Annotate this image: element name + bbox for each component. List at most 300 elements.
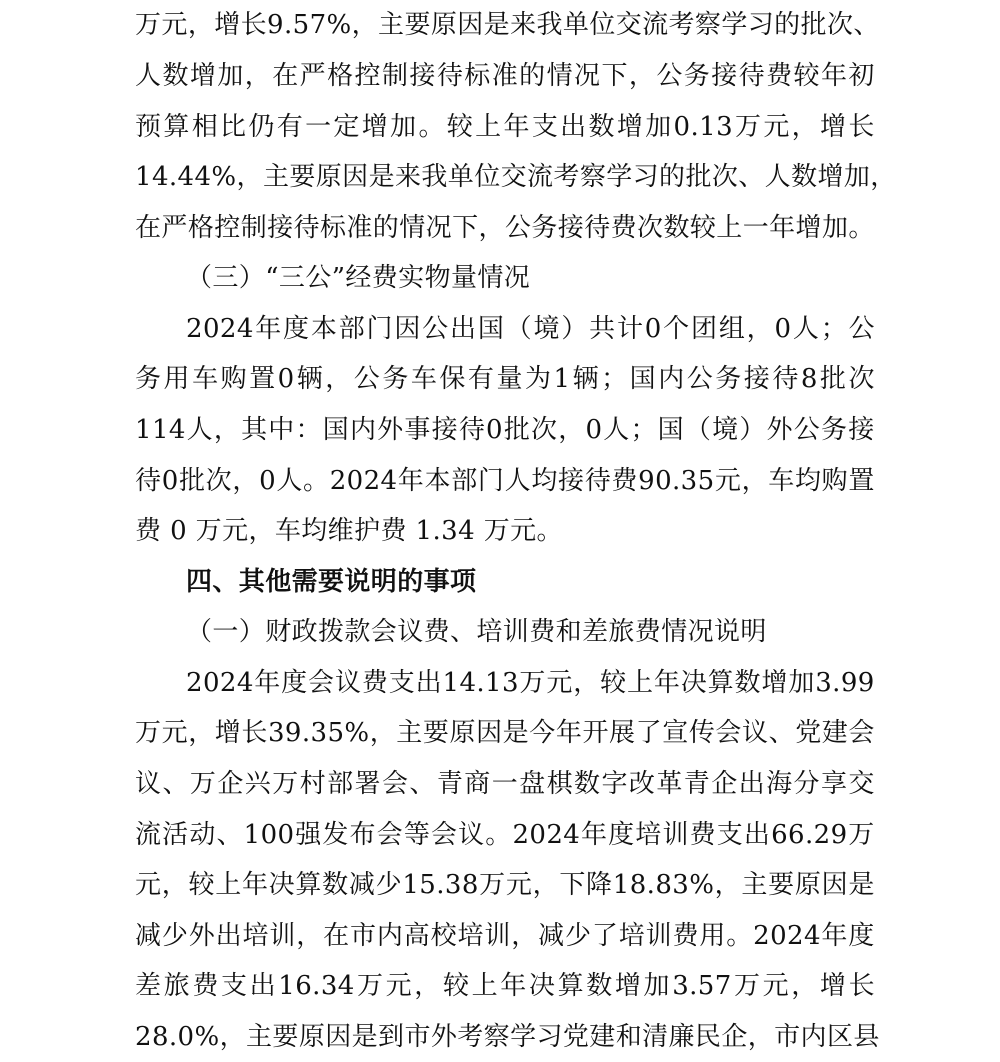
text-glyph: ，: [741, 466, 768, 496]
section-heading: 四、其他需要说明的事项: [186, 567, 477, 597]
text-glyph: 分: [793, 769, 820, 799]
text-glyph: 元: [763, 112, 790, 142]
text-glyph: 团: [691, 314, 718, 344]
text-glyph: 比: [220, 112, 247, 142]
text-glyph: 务: [683, 61, 711, 91]
text-glyph: （: [684, 415, 712, 445]
text-glyph: 。: [303, 466, 330, 496]
text-glyph: 原: [794, 870, 822, 900]
text-glyph: 况: [425, 213, 453, 243]
text-glyph: 0: [585, 415, 603, 445]
text-glyph: 境: [712, 415, 739, 445]
text-glyph: 较: [600, 668, 627, 698]
text-glyph: 外: [766, 415, 793, 445]
text-glyph: 上: [471, 971, 498, 1001]
text-glyph: 内: [658, 364, 685, 394]
text-glyph: 。: [848, 213, 875, 243]
text-glyph: 出: [560, 112, 587, 142]
text-glyph: 39.35%: [267, 718, 370, 748]
paragraph-line: [135, 911, 875, 961]
text-glyph: 减: [538, 921, 565, 951]
text-glyph: 校: [430, 921, 458, 951]
text-glyph: ，: [558, 415, 585, 445]
text-glyph: 年: [500, 971, 527, 1001]
text-glyph: ，: [213, 415, 241, 445]
text-glyph: 我: [421, 162, 448, 192]
text-glyph: 格: [327, 61, 354, 91]
text-glyph: ；: [820, 314, 848, 344]
text-glyph: 人: [276, 466, 303, 496]
text-glyph: 训: [662, 820, 689, 850]
text-glyph: 2024: [186, 314, 254, 344]
text-glyph: 元: [762, 971, 789, 1001]
text-glyph: 90.35: [638, 466, 715, 496]
text-glyph: ，: [244, 61, 272, 91]
text-glyph: 境: [533, 314, 560, 344]
text-glyph: 、: [738, 162, 765, 192]
text-glyph: 上: [475, 112, 502, 142]
text-glyph: 会: [715, 718, 742, 748]
text-glyph: 出: [249, 971, 277, 1001]
text-glyph: 培: [635, 820, 662, 850]
text-glyph: 的: [659, 162, 686, 192]
paragraph-line: [135, 759, 875, 809]
text-glyph: 算: [163, 112, 190, 142]
text-glyph: 加: [643, 971, 670, 1001]
text-glyph: 0.13: [673, 112, 734, 142]
text-glyph: 接: [743, 364, 771, 394]
text-glyph: 年: [255, 314, 282, 344]
text-glyph: 加: [821, 213, 849, 243]
text-glyph: 务: [382, 364, 409, 394]
text-glyph: ，: [628, 61, 656, 91]
text-glyph: ，: [219, 1022, 247, 1052]
text-glyph: 本: [310, 314, 338, 344]
text-glyph: 下: [601, 61, 628, 91]
paragraph-line: [135, 354, 875, 404]
text-glyph: 棋: [546, 769, 573, 799]
text-glyph: 支: [716, 820, 744, 850]
text-glyph: 企: [217, 769, 244, 799]
text-glyph: 算: [707, 668, 735, 698]
text-glyph: 次: [205, 466, 233, 496]
text-glyph: 兴: [244, 769, 272, 799]
paragraph-line: [186, 304, 875, 354]
text-glyph: 察: [694, 10, 722, 40]
text-glyph: 增: [189, 61, 217, 91]
text-glyph: 0: [486, 415, 503, 445]
text-glyph: 个: [663, 314, 690, 344]
text-glyph: 均: [531, 466, 558, 496]
text-glyph: 企: [711, 769, 738, 799]
text-glyph: 发: [322, 820, 349, 850]
text-glyph: 训: [269, 921, 296, 951]
text-glyph: 会: [376, 820, 404, 850]
text-glyph: 会: [308, 668, 335, 698]
text-glyph: 交: [500, 162, 528, 192]
text-glyph: 加: [217, 61, 244, 91]
text-glyph: 次: [711, 162, 739, 192]
text-glyph: 主: [246, 1022, 273, 1052]
text-glyph: 国: [629, 364, 657, 394]
text-glyph: 仍: [248, 112, 275, 142]
text-glyph: 费: [766, 61, 793, 91]
text-glyph: 市: [404, 1022, 431, 1052]
text-glyph: 数: [588, 112, 615, 142]
text-glyph: 的: [372, 213, 400, 243]
text-glyph: 因: [394, 314, 421, 344]
text-glyph: 内: [349, 415, 377, 445]
text-glyph: 数: [734, 668, 761, 698]
paragraph-line: [135, 51, 875, 101]
text-glyph: 预: [135, 112, 162, 142]
text-glyph: ：: [295, 415, 322, 445]
text-glyph: 门: [366, 314, 393, 344]
paragraph-line: [135, 203, 875, 253]
text-glyph: 度: [608, 820, 635, 850]
text-glyph: 增: [361, 112, 389, 142]
text-glyph: 待: [293, 213, 320, 243]
text-glyph: 接: [431, 415, 459, 445]
text-glyph: 国: [322, 415, 350, 445]
text-glyph: 数: [162, 61, 189, 91]
text-glyph: 国: [657, 415, 685, 445]
text-glyph: 待: [436, 61, 464, 91]
text-glyph: 数: [586, 971, 613, 1001]
text-glyph: 接: [557, 213, 585, 243]
text-glyph: 严: [299, 61, 327, 91]
text-glyph: 较: [446, 112, 474, 142]
text-glyph: 2024: [753, 921, 821, 951]
text-glyph: 外: [430, 1022, 458, 1052]
text-glyph: 接: [409, 61, 436, 91]
text-glyph: 流: [642, 10, 669, 40]
text-glyph: 次: [531, 415, 558, 445]
text-glyph: 相: [191, 112, 219, 142]
text-glyph: 接: [267, 213, 294, 243]
text-glyph: 人: [504, 466, 532, 496]
text-glyph: 等: [403, 820, 431, 850]
text-glyph: 2024: [329, 466, 398, 496]
text-glyph: 万: [135, 10, 162, 40]
text-glyph: 为: [524, 364, 552, 394]
text-glyph: 。: [726, 921, 753, 951]
text-glyph: 下: [559, 870, 586, 900]
paragraph-line: [186, 658, 875, 708]
text-glyph: 元: [385, 971, 413, 1001]
text-glyph: 0: [161, 466, 179, 496]
text-glyph: 用: [699, 921, 726, 951]
text-glyph: 度: [281, 668, 308, 698]
text-glyph: 2024: [186, 668, 254, 698]
text-glyph: 14.13: [442, 668, 519, 698]
text-glyph: ，: [232, 466, 259, 496]
text-glyph: 保: [439, 364, 466, 394]
text-glyph: 宣: [662, 718, 689, 748]
text-glyph: 年: [653, 668, 681, 698]
text-glyph: 主: [262, 162, 290, 192]
text-glyph: 务: [820, 415, 848, 445]
text-glyph: 决: [528, 971, 556, 1001]
text-glyph: 要: [404, 10, 431, 40]
text-glyph: 会: [430, 820, 458, 850]
text-glyph: 学: [510, 1022, 537, 1052]
text-glyph: 批: [503, 415, 531, 445]
paragraph-line: [135, 860, 875, 910]
text-glyph: ，: [747, 1022, 775, 1052]
text-glyph: 区: [826, 1022, 854, 1052]
text-glyph: 会: [848, 718, 875, 748]
text-glyph: 要: [289, 162, 316, 192]
text-glyph: 部: [451, 466, 478, 496]
text-glyph: 元: [161, 718, 188, 748]
text-glyph: ，: [414, 971, 441, 1001]
text-glyph: 年: [769, 213, 796, 243]
text-glyph: 公: [848, 314, 875, 344]
text-glyph: 主: [741, 870, 768, 900]
text-glyph: 因: [342, 162, 369, 192]
text-glyph: 减: [348, 870, 376, 900]
text-glyph: 流: [527, 162, 554, 192]
text-glyph: 较: [442, 971, 470, 1001]
text-glyph: 28.0%: [135, 1022, 220, 1052]
text-glyph: 字: [601, 769, 628, 799]
text-glyph: 传: [688, 718, 716, 748]
text-glyph: 革: [656, 769, 683, 799]
paragraph-line: [135, 102, 875, 152]
text-glyph: 万: [356, 971, 384, 1001]
text-glyph: 今: [529, 718, 556, 748]
text-glyph: 度: [848, 921, 875, 951]
text-glyph: 批: [178, 466, 206, 496]
text-glyph: 交: [848, 769, 875, 799]
text-glyph: 要: [422, 718, 450, 748]
text-glyph: 到: [378, 1022, 405, 1052]
text-glyph: 务: [531, 213, 558, 243]
text-glyph: 元: [161, 10, 188, 40]
text-glyph: 次: [826, 10, 854, 40]
text-glyph: 改: [628, 769, 656, 799]
text-glyph: 、: [409, 769, 436, 799]
text-glyph: ，: [236, 162, 263, 192]
paragraph-line: [135, 961, 875, 1011]
text-glyph: ，: [478, 213, 505, 243]
paragraph-line: [135, 405, 875, 455]
text-glyph: 考: [668, 10, 695, 40]
text-glyph: 国: [477, 314, 505, 344]
text-glyph: 8: [800, 364, 818, 394]
text-glyph: 接: [558, 466, 585, 496]
text-glyph: 算: [295, 870, 322, 900]
text-glyph: 一: [491, 769, 519, 799]
text-glyph: 是: [483, 10, 511, 40]
text-glyph: 公: [353, 364, 381, 394]
text-glyph: 辆: [296, 364, 324, 394]
text-glyph: 增: [614, 971, 642, 1001]
text-glyph: 一: [742, 213, 770, 243]
text-glyph: 支: [531, 112, 559, 142]
text-glyph: 、: [216, 820, 243, 850]
text-glyph: 位: [589, 10, 616, 40]
text-glyph: ，: [573, 668, 600, 698]
text-glyph: 量: [496, 364, 523, 394]
text-glyph: 公: [656, 61, 683, 91]
text-glyph: ，: [511, 921, 538, 951]
text-glyph: 公: [686, 364, 714, 394]
text-glyph: 布: [349, 820, 376, 850]
text-glyph: 增: [820, 112, 847, 142]
text-glyph: 和: [615, 1022, 643, 1052]
text-glyph: 中: [268, 415, 295, 445]
text-glyph: 万: [733, 971, 761, 1001]
text-glyph: 少: [161, 921, 189, 951]
text-glyph: 在: [135, 213, 162, 243]
text-glyph: 增: [761, 668, 788, 698]
text-glyph: 人: [792, 314, 820, 344]
text-glyph: 原: [315, 162, 343, 192]
text-glyph: 万: [734, 112, 762, 142]
text-glyph: 元: [714, 466, 742, 496]
text-glyph: 3.57: [672, 971, 732, 1001]
text-glyph: 置: [848, 466, 875, 496]
text-glyph: 旅: [163, 971, 191, 1001]
text-glyph: 决: [268, 870, 296, 900]
text-glyph: 部: [338, 314, 366, 344]
text-glyph: ）: [561, 314, 588, 344]
text-glyph: 出: [450, 314, 477, 344]
text-glyph: 廉: [668, 1022, 695, 1052]
text-glyph: 购: [220, 364, 247, 394]
paragraph-line: [135, 0, 880, 50]
text-glyph: 计: [616, 314, 644, 344]
text-glyph: 100: [243, 820, 295, 850]
text-glyph: 高: [403, 921, 431, 951]
text-glyph: 在: [323, 921, 350, 951]
text-glyph: 位: [474, 162, 501, 192]
text-glyph: 是: [351, 1022, 379, 1052]
text-glyph: 青: [683, 769, 711, 799]
text-glyph: 批: [800, 10, 827, 40]
text-glyph: 万: [848, 820, 875, 850]
text-glyph: 会: [381, 769, 409, 799]
text-glyph: 流: [135, 820, 162, 850]
text-glyph: ，: [870, 162, 897, 192]
text-glyph: 展: [609, 718, 636, 748]
text-glyph: 加: [788, 668, 815, 698]
text-glyph: 培: [618, 921, 646, 951]
text-glyph: 较: [689, 213, 717, 243]
text-glyph: 察: [579, 162, 607, 192]
text-glyph: 年: [241, 870, 269, 900]
text-glyph: 要: [768, 870, 795, 900]
text-glyph: ，: [369, 718, 397, 748]
text-glyph: 元: [135, 870, 162, 900]
text-glyph: 算: [557, 971, 584, 1001]
text-glyph: 格: [187, 213, 215, 243]
text-glyph: 、: [853, 10, 880, 40]
text-glyph: 费: [611, 466, 638, 496]
text-glyph: 来: [394, 162, 422, 192]
text-glyph: 0: [644, 314, 662, 344]
text-glyph: 支: [220, 971, 248, 1001]
text-glyph: （: [505, 314, 533, 344]
text-glyph: 况: [574, 61, 601, 91]
text-glyph: 情: [399, 213, 426, 243]
text-glyph: 因: [821, 870, 848, 900]
text-glyph: 车: [768, 466, 795, 496]
text-glyph: 加: [843, 162, 871, 192]
text-glyph: 学: [721, 10, 748, 40]
text-glyph: 万: [189, 769, 217, 799]
paragraph-line: [135, 152, 897, 202]
text-glyph: 数: [791, 162, 818, 192]
text-glyph: 严: [161, 213, 188, 243]
text-glyph: 待: [135, 466, 162, 496]
text-glyph: 定: [333, 112, 360, 142]
text-glyph: 清: [642, 1022, 669, 1052]
text-glyph: 主: [396, 718, 423, 748]
text-glyph: 降: [586, 870, 613, 900]
text-glyph: 增: [795, 213, 822, 243]
text-glyph: 费: [672, 921, 699, 951]
text-glyph: 一: [305, 112, 332, 142]
text-glyph: 制: [381, 61, 409, 91]
text-glyph: 人: [186, 415, 214, 445]
text-glyph: 费: [361, 668, 389, 698]
text-glyph: 务: [715, 364, 742, 394]
text-glyph: 议: [334, 668, 362, 698]
text-glyph: 上: [716, 213, 743, 243]
text-glyph: 海: [766, 769, 793, 799]
text-glyph: 年: [821, 921, 848, 951]
text-glyph: 出: [415, 668, 443, 698]
text-glyph: 9.57%: [267, 10, 352, 40]
text-glyph: ，: [325, 364, 352, 394]
text-glyph: ）: [739, 415, 766, 445]
text-glyph: 差: [135, 971, 162, 1001]
text-glyph: 18.83%: [612, 870, 715, 900]
text-glyph: 用: [163, 364, 190, 394]
text-glyph: 内: [800, 1022, 827, 1052]
text-glyph: 接: [848, 415, 875, 445]
text-glyph: 长: [241, 718, 268, 748]
text-glyph: 内: [376, 921, 404, 951]
text-glyph: 出: [738, 769, 766, 799]
text-glyph: 万: [519, 668, 546, 698]
text-glyph: 出: [215, 921, 243, 951]
text-glyph: 因: [476, 718, 503, 748]
text-glyph: 动: [189, 820, 216, 850]
text-glyph: 准: [491, 61, 519, 91]
text-glyph: 0: [259, 466, 277, 496]
text-glyph: 年: [254, 668, 281, 698]
text-glyph: 开: [582, 718, 609, 748]
text-glyph: 1: [553, 364, 571, 394]
text-glyph: 增: [214, 10, 241, 40]
text-glyph: 长: [848, 971, 875, 1001]
text-glyph: 66.29: [771, 820, 848, 850]
text-glyph: 辆: [572, 364, 599, 394]
text-glyph: 公: [422, 314, 449, 344]
text-glyph: ，: [187, 10, 215, 40]
text-glyph: 元: [505, 870, 533, 900]
text-glyph: 其: [241, 415, 268, 445]
text-glyph: 议: [742, 718, 769, 748]
text-glyph: 察: [483, 1022, 511, 1052]
text-glyph: 次: [637, 213, 664, 243]
text-glyph: 习: [632, 162, 660, 192]
text-glyph: 度: [283, 314, 310, 344]
